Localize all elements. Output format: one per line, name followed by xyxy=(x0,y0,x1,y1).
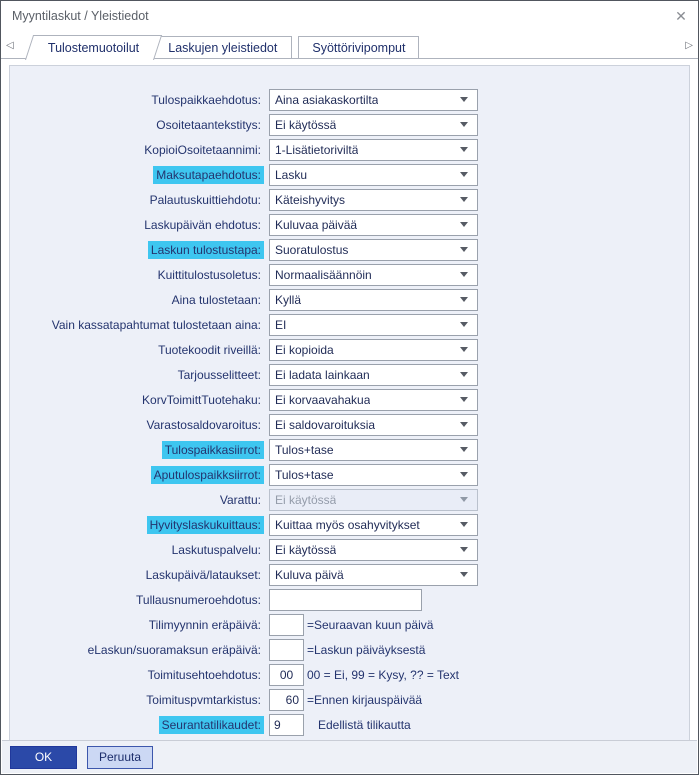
control-cell xyxy=(269,439,478,461)
label-cell xyxy=(10,341,264,359)
control-cell xyxy=(269,614,433,636)
input-hint: 00 = Ei, 99 = Kysy, ?? = Text xyxy=(307,667,459,682)
form-row xyxy=(10,537,689,562)
dropdown[interactable] xyxy=(269,539,478,561)
control-cell xyxy=(269,664,459,686)
field-label: Toimituspvmtarkistus: xyxy=(146,692,261,707)
form-rows xyxy=(10,87,689,737)
dropdown-value: Tulos+tase xyxy=(275,442,334,457)
control-cell xyxy=(269,339,478,361)
field-label: Tulospaikkaehdotus: xyxy=(151,92,261,107)
dropdown[interactable] xyxy=(269,414,478,436)
control-cell xyxy=(269,164,478,186)
field-label: Laskupäivä/lataukset: xyxy=(145,567,261,582)
field-label: Tullausnumeroehdotus: xyxy=(136,592,261,607)
control-cell xyxy=(269,464,478,486)
form-row xyxy=(10,337,689,362)
chevron-down-icon xyxy=(460,347,468,352)
form-row xyxy=(10,387,689,412)
dropdown-value: Ei korvaavahakua xyxy=(275,392,371,407)
form-row xyxy=(10,612,689,637)
dropdown[interactable] xyxy=(269,514,478,536)
dropdown[interactable] xyxy=(269,439,478,461)
field-label: Aina tulostetaan: xyxy=(171,292,261,307)
dropdown-value: Normaalisäännöin xyxy=(275,267,372,282)
field-label: KopioiOsoitetaannimi: xyxy=(144,142,261,157)
field-label: Kuittitulostusoletus: xyxy=(157,267,261,282)
control-cell xyxy=(269,414,478,436)
dropdown[interactable] xyxy=(269,264,478,286)
cancel-button[interactable]: Peruuta xyxy=(87,746,153,769)
form-row xyxy=(10,137,689,162)
chevron-down-icon xyxy=(460,197,468,202)
dropdown[interactable] xyxy=(269,389,478,411)
field-label: Laskun tulostustapa: xyxy=(148,241,264,259)
label-cell xyxy=(10,591,264,609)
text-input[interactable] xyxy=(269,589,422,611)
dropdown-value: Kuluva päivä xyxy=(275,567,344,582)
control-cell xyxy=(269,114,478,136)
form-row xyxy=(10,287,689,312)
field-label: Hyvityslaskukuittaus: xyxy=(147,516,264,534)
label-cell xyxy=(10,266,264,284)
field-label: Tilimyynnin eräpäivä: xyxy=(148,617,261,632)
tab-label: Tulostemuotoilut xyxy=(47,41,140,55)
label-cell xyxy=(10,416,264,434)
label-cell xyxy=(10,616,264,634)
chevron-down-icon xyxy=(460,172,468,177)
close-icon[interactable]: ✕ xyxy=(675,7,687,24)
dropdown-value: 1-Lisätietoriviltä xyxy=(275,142,359,157)
field-label: Toimitusehtoehdotus: xyxy=(147,667,261,682)
dropdown-value: Kuittaa myös osahyvitykset xyxy=(275,517,420,532)
chevron-down-icon xyxy=(460,222,468,227)
label-cell xyxy=(10,566,264,584)
field-label: Varattu: xyxy=(219,492,261,507)
dropdown xyxy=(269,489,478,511)
tab-syottorivipomput[interactable] xyxy=(298,36,419,59)
form-row xyxy=(10,662,689,687)
text-input[interactable] xyxy=(269,689,304,711)
chevron-down-icon xyxy=(460,522,468,527)
input-hint: =Laskun päiväyksestä xyxy=(307,642,426,657)
dropdown-value: Aina asiakaskortilta xyxy=(275,92,379,107)
dropdown-value: Ei ladata lainkaan xyxy=(275,367,370,382)
tab-scroll-right-icon[interactable]: ▷ xyxy=(685,40,693,51)
tabs xyxy=(25,35,419,59)
field-label: Vain kassatapahtumat tulostetaan aina: xyxy=(51,317,261,332)
input-hint: Edellistä tilikautta xyxy=(318,717,411,732)
dropdown-value: Tulos+tase xyxy=(275,467,334,482)
control-cell xyxy=(269,314,478,336)
control-cell xyxy=(269,139,478,161)
form-row xyxy=(10,262,689,287)
control-cell xyxy=(269,214,478,236)
form-row xyxy=(10,562,689,587)
chevron-down-icon xyxy=(460,572,468,577)
field-label: Tuotekoodit riveillä: xyxy=(158,342,261,357)
chevron-down-icon xyxy=(460,472,468,477)
tab-label: Laskujen yleistiedot xyxy=(168,41,278,55)
dropdown[interactable] xyxy=(269,214,478,236)
chevron-down-icon xyxy=(460,297,468,302)
control-cell xyxy=(269,589,422,611)
control-cell xyxy=(269,564,478,586)
field-label: eLaskun/suoramaksun eräpäivä: xyxy=(87,642,261,657)
tab-page xyxy=(1,59,698,744)
form-row xyxy=(10,362,689,387)
label-cell xyxy=(10,216,264,234)
label-cell xyxy=(10,391,264,409)
dropdown-value: Suoratulostus xyxy=(275,242,349,257)
dropdown[interactable] xyxy=(269,289,478,311)
text-input[interactable] xyxy=(269,614,304,636)
dropdown-value: Ei käytössä xyxy=(275,492,337,507)
chevron-down-icon xyxy=(460,247,468,252)
label-cell xyxy=(10,141,264,159)
dropdown[interactable] xyxy=(269,339,478,361)
form-row xyxy=(10,512,689,537)
form-row xyxy=(10,687,689,712)
label-cell xyxy=(10,516,264,534)
label-cell xyxy=(10,166,264,184)
chevron-down-icon xyxy=(460,322,468,327)
dropdown-value: Ei saldovaroituksia xyxy=(275,417,376,432)
label-cell xyxy=(10,91,264,109)
chevron-down-icon xyxy=(460,97,468,102)
label-cell xyxy=(10,291,264,309)
dropdown[interactable] xyxy=(269,164,478,186)
label-cell xyxy=(10,116,264,134)
input-hint: =Ennen kirjauspäivää xyxy=(307,692,423,707)
chevron-down-icon xyxy=(460,497,468,502)
form-row xyxy=(10,712,689,737)
control-cell xyxy=(269,489,478,511)
form-row xyxy=(10,587,689,612)
settings-panel xyxy=(9,65,690,744)
form-row xyxy=(10,412,689,437)
control-cell xyxy=(269,714,411,736)
field-label: KorvToimittTuotehaku: xyxy=(142,392,261,407)
tab-strip xyxy=(1,31,698,59)
form-row xyxy=(10,212,689,237)
chevron-down-icon xyxy=(460,147,468,152)
field-label: Aputulospaikksiirrot: xyxy=(151,466,264,484)
dropdown[interactable] xyxy=(269,239,478,261)
control-cell xyxy=(269,514,478,536)
dropdown-value: Ei käytössä xyxy=(275,542,337,557)
field-label: Osoitetaantekstitys: xyxy=(156,117,261,132)
label-cell xyxy=(10,241,264,259)
control-cell xyxy=(269,364,478,386)
chevron-down-icon xyxy=(460,272,468,277)
dropdown[interactable] xyxy=(269,314,478,336)
dropdown[interactable] xyxy=(269,364,478,386)
label-cell xyxy=(10,716,264,734)
form-row xyxy=(10,162,689,187)
chevron-down-icon xyxy=(460,422,468,427)
label-cell xyxy=(10,491,264,509)
dropdown[interactable] xyxy=(269,139,478,161)
label-cell xyxy=(10,666,264,684)
dropdown-value: Käteishyvitys xyxy=(275,192,346,207)
form-row xyxy=(10,637,689,662)
dropdown-value: Kuluvaa päivää xyxy=(275,217,358,232)
label-cell xyxy=(10,691,264,709)
form-row xyxy=(10,237,689,262)
dropdown-value: Ei kopioida xyxy=(275,342,334,357)
dropdown-value: Ei käytössä xyxy=(275,117,337,132)
form-row xyxy=(10,462,689,487)
field-label: Varastosaldovaroitus: xyxy=(146,417,261,432)
dropdown[interactable] xyxy=(269,464,478,486)
title-bar xyxy=(1,1,698,31)
label-cell xyxy=(10,466,264,484)
tab-scroll-left-icon[interactable]: ◁ xyxy=(6,40,14,51)
field-label: Tulospaikkasiirrot: xyxy=(162,441,264,459)
field-label: Laskutuspalvelu: xyxy=(171,542,261,557)
chevron-down-icon xyxy=(460,547,468,552)
control-cell xyxy=(269,639,425,661)
text-input[interactable] xyxy=(269,714,304,736)
control-cell xyxy=(269,239,478,261)
input-hint: =Seuraavan kuun päivä xyxy=(307,617,434,632)
button-bar xyxy=(2,740,697,773)
chevron-down-icon xyxy=(460,372,468,377)
chevron-down-icon xyxy=(460,122,468,127)
window-title: Myyntilaskut / Yleistiedot xyxy=(12,9,149,23)
label-cell xyxy=(10,316,264,334)
control-cell xyxy=(269,264,478,286)
control-cell xyxy=(269,289,478,311)
label-cell xyxy=(10,641,264,659)
control-cell xyxy=(269,689,422,711)
tab-label: Syöttörivipomput xyxy=(312,41,406,55)
dropdown-value: Kyllä xyxy=(275,292,302,307)
form-row xyxy=(10,87,689,112)
form-row xyxy=(10,487,689,512)
field-label: Laskupäivän ehdotus: xyxy=(144,217,261,232)
text-input[interactable] xyxy=(269,664,304,686)
dropdown[interactable] xyxy=(269,189,478,211)
label-cell xyxy=(10,541,264,559)
chevron-down-icon xyxy=(460,447,468,452)
tab-laskujen-yleistiedot[interactable] xyxy=(154,36,292,59)
control-cell xyxy=(269,539,478,561)
chevron-down-icon xyxy=(460,397,468,402)
field-label: Palautuskuittiehdotu: xyxy=(149,192,261,207)
dropdown-value: EI xyxy=(275,317,287,332)
dropdown[interactable] xyxy=(269,564,478,586)
control-cell xyxy=(269,189,478,211)
label-cell xyxy=(10,191,264,209)
form-row xyxy=(10,112,689,137)
form-row xyxy=(10,437,689,462)
dropdown[interactable] xyxy=(269,89,478,111)
dropdown-value: Lasku xyxy=(275,167,308,182)
form-row xyxy=(10,312,689,337)
control-cell xyxy=(269,89,478,111)
field-label: Maksutapaehdotus: xyxy=(153,166,264,184)
dropdown[interactable] xyxy=(269,114,478,136)
form-row xyxy=(10,187,689,212)
ok-button[interactable]: OK xyxy=(10,746,77,769)
field-label: Tarjousselitteet: xyxy=(177,367,261,382)
tab-tulostemuotoilut[interactable] xyxy=(25,35,162,60)
text-input[interactable] xyxy=(269,639,304,661)
control-cell xyxy=(269,389,478,411)
label-cell xyxy=(10,366,264,384)
field-label: Seurantatilikaudet: xyxy=(159,716,264,734)
label-cell xyxy=(10,441,264,459)
